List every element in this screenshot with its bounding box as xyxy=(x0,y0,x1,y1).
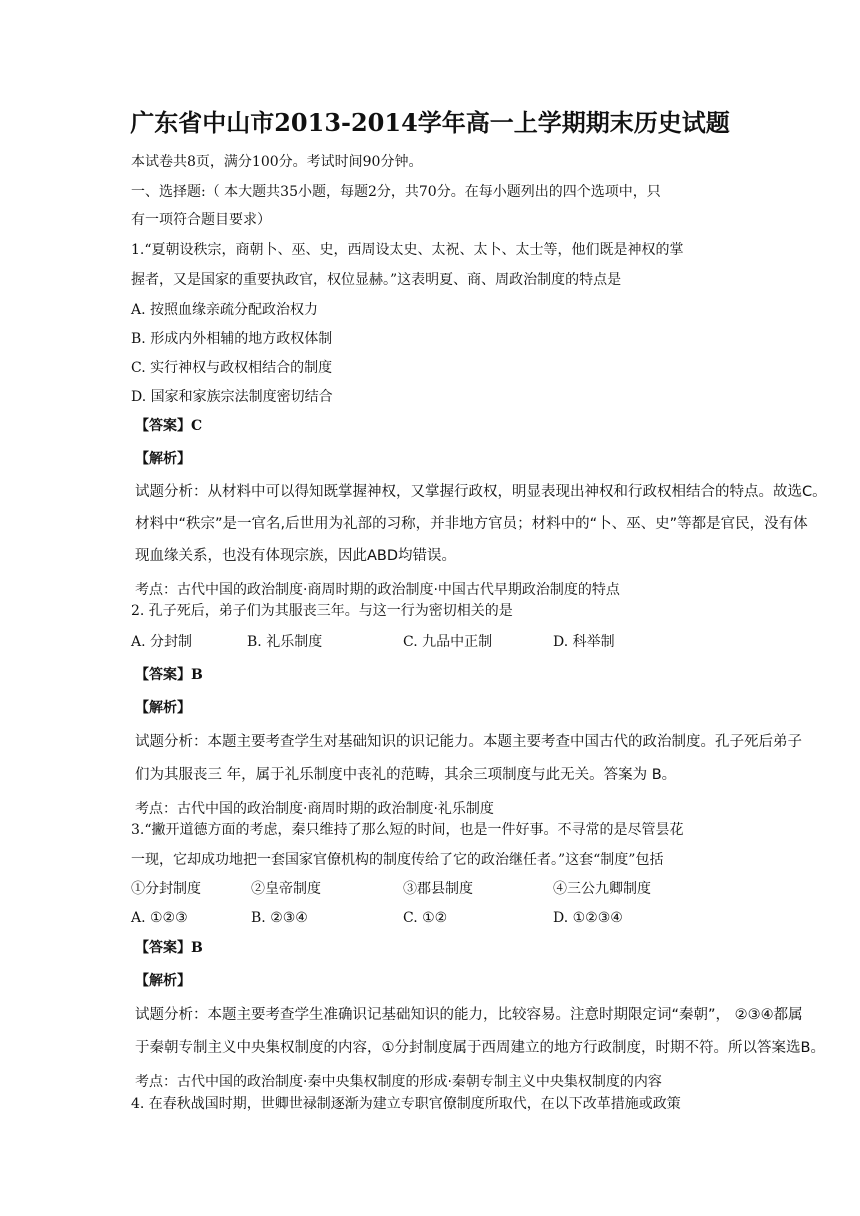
q3-option-b: B. ②③④ xyxy=(251,910,308,926)
q1-option-c: C. 实行神权与政权相结合的制度 xyxy=(131,360,333,376)
q2-stem: 2. 孔子死后，弟子们为其服丧三年。与这一行为密切相关的是 xyxy=(131,603,513,619)
q2-option-c: C. 九品中正制 xyxy=(403,634,493,650)
q1-stem-line2: 握者，又是国家的重要执政官，权位显赫。”这表明夏、商、周政治制度的特点是 xyxy=(131,272,622,288)
q1-knowledge-point: 考点：古代中国的政治制度·商周时期的政治制度·中国古代早期政治制度的特点 xyxy=(135,582,620,598)
q3-analysis-line2: 于秦朝专制主义中央集权制度的内容，①分封制度属于西周建立的地方行政制度，时期不符。所以答案选B。 xyxy=(135,1040,825,1056)
q3-item-4: ④三公九卿制度 xyxy=(553,881,651,897)
q3-analysis-line1: 试题分析：本题主要考查学生准确识记基础知识的能力，比较容易。注意时期限定词“秦朝”， ②③④都属 xyxy=(135,1007,803,1023)
q1-analysis-line2: 材料中“秩宗”是一官名,后世用为礼部的习称，并非地方官员；材料中的“卜、巫、史”等都是官民，没有体 xyxy=(135,516,808,532)
q3-item-3: ③郡县制度 xyxy=(403,881,473,897)
section-heading-line2: 有一项符合题目要求） xyxy=(131,212,271,228)
q1-analysis-line3: 现血缘关系，也没有体现宗族，因此ABD均错误。 xyxy=(135,548,457,564)
q1-option-d: D. 国家和家族宗法制度密切结合 xyxy=(131,389,333,405)
q2-option-b: B. 礼乐制度 xyxy=(247,634,323,650)
q4-stem-line1: 4. 在春秋战国时期，世卿世禄制逐渐为建立专职官僚制度所取代，在以下改革措施或政策 xyxy=(131,1096,681,1112)
q3-answer: 【答案】B xyxy=(135,940,203,956)
q1-analysis-line1: 试题分析：从材料中可以得知既掌握神权，又掌握行政权，明显表现出神权和行政权相结合的特点。故选C。 xyxy=(135,484,827,500)
q2-analysis-label: 【解析】 xyxy=(135,700,191,716)
q2-option-d: D. 科举制 xyxy=(553,634,615,650)
q2-option-a: A. 分封制 xyxy=(131,634,193,650)
q1-analysis-label: 【解析】 xyxy=(135,451,191,467)
q3-option-d: D. ①②③④ xyxy=(553,910,623,926)
q3-item-2: ②皇帝制度 xyxy=(251,881,321,897)
q1-option-b: B. 形成内外相辅的地方政权体制 xyxy=(131,331,333,347)
q3-option-a: A. ①②③ xyxy=(131,910,188,926)
q3-item-1: ①分封制度 xyxy=(131,881,201,897)
q2-analysis-line1: 试题分析：本题主要考查学生对基础知识的识记能力。本题主要考查中国古代的政治制度。孔子死后弟子 xyxy=(135,734,802,750)
section-heading-line1: 一、选择题:（ 本大题共35小题，每题2分，共70分。在每小题列出的四个选项中，只 xyxy=(131,184,661,200)
q1-stem-line1: 1.“夏朝设秩宗，商朝卜、巫、史，西周设太史、太祝、太卜、太士等，他们既是神权的掌 xyxy=(131,242,684,258)
document-title: 广东省中山市2013-2014学年高一上学期期末历史试题 xyxy=(130,108,730,137)
q3-knowledge-point: 考点：古代中国的政治制度·秦中央集权制度的形成·秦朝专制主义中央集权制度的内容 xyxy=(135,1074,662,1090)
q3-option-c: C. ①② xyxy=(403,910,448,926)
q2-answer: 【答案】B xyxy=(135,667,203,683)
q1-option-a: A. 按照血缘亲疏分配政治权力 xyxy=(131,302,319,318)
q1-answer: 【答案】C xyxy=(135,418,203,434)
q3-stem-line2: 一现，它却成功地把一套国家官僚机构的制度传给了它的政治继任者。”这套“制度”包括 xyxy=(131,852,664,868)
q3-stem-line1: 3.“撇开道德方面的考虑，秦只维持了那么短的时间，也是一件好事。不寻常的是尽管昙花 xyxy=(131,822,684,838)
q2-knowledge-point: 考点：古代中国的政治制度·商周时期的政治制度·礼乐制度 xyxy=(135,801,494,817)
q3-analysis-label: 【解析】 xyxy=(135,973,191,989)
q2-analysis-line2: 们为其服丧三 年，属于礼乐制度中丧礼的范畴，其余三项制度与此无关。答案为 B。 xyxy=(135,767,677,783)
exam-intro: 本试卷共8页，满分100分。考试时间90分钟。 xyxy=(131,154,423,170)
